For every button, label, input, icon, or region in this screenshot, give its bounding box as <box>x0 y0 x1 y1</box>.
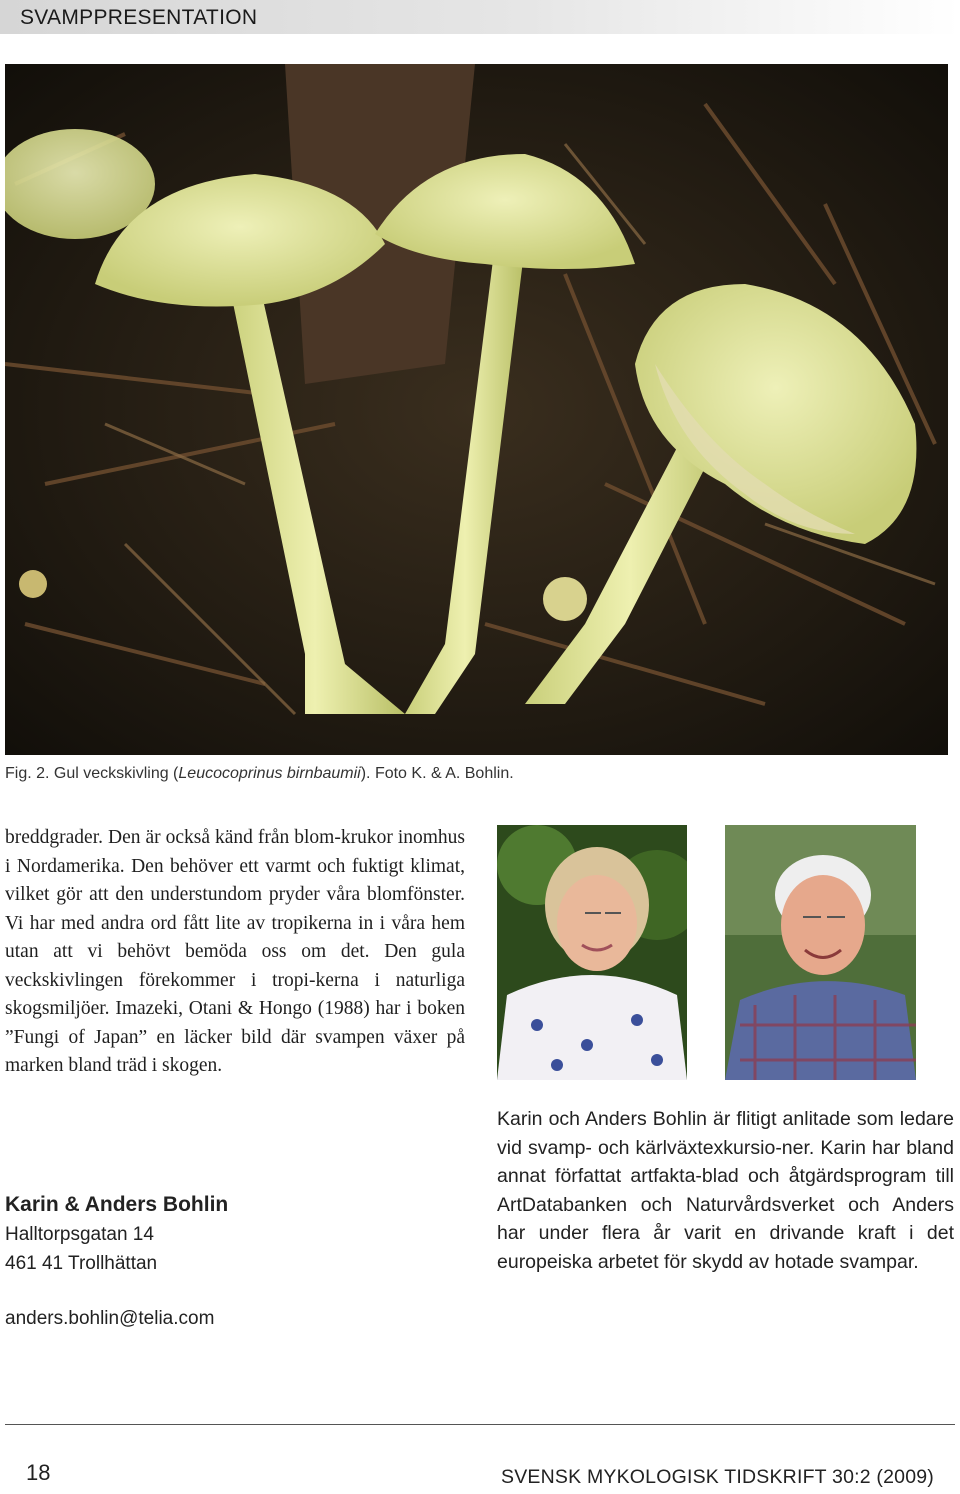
page-number: 18 <box>26 1460 51 1485</box>
section-title: SVAMPPRESENTATION <box>20 6 258 29</box>
figure-caption <box>5 765 514 783</box>
portrait-karin <box>497 825 687 1080</box>
author-address <box>5 1190 228 1278</box>
author-email: anders.bohlin@telia.com <box>5 1308 215 1329</box>
article-paragraph: breddgrader. Den är också känd från blom-krukor inomhus i Nordamerika. Den behöver ett varmt och fuktigt klimat, vilket gör att den understundom pryder våra blomfönster. Vi har med andra ord fått lite av tropikerna in i våra hem utan att vi behövt bemöda oss om det. Den gula veckskivlingen förekommer i tropi-kerna i naturliga skogsmiljöer. Imazeki, Otani & Hongo (1988) har i boken ”Fungi of Japan” en läcker bild där svampen växer på marken bland träd i skogen. <box>5 827 465 1076</box>
caption-prefix: Fig. 2. Gul veckskivling ( <box>5 765 179 782</box>
author-bio: Karin och Anders Bohlin är flitigt anlitade som ledare vid svamp- och kärlväxtexkursio-ner. Karin har bland annat författat artfakta-blad och åtgärdsprogram till ArtDatabanken och Naturvårdsverket och Anders har under flera år varit en drivande kraft i det europeiska arbetet för skydd av hotade svampar. <box>497 1108 954 1273</box>
journal-title: SVENSK MYKOLOGISK TIDSKRIFT 30:2 (2009) <box>501 1466 934 1488</box>
header-bar <box>0 0 960 34</box>
address-city: 461 41 Trollhättan <box>5 1253 158 1274</box>
portrait-anders <box>725 825 916 1080</box>
article-body <box>5 824 465 1081</box>
caption-species: Leucocoprinus birnbaumii <box>178 765 361 782</box>
address-street: Halltorpsgatan 14 <box>5 1224 154 1245</box>
footer-divider <box>5 1424 955 1425</box>
mushroom-photo <box>5 64 948 755</box>
author-name: Karin & Anders Bohlin <box>5 1193 229 1216</box>
caption-suffix: ). Foto K. & A. Bohlin. <box>360 765 514 782</box>
